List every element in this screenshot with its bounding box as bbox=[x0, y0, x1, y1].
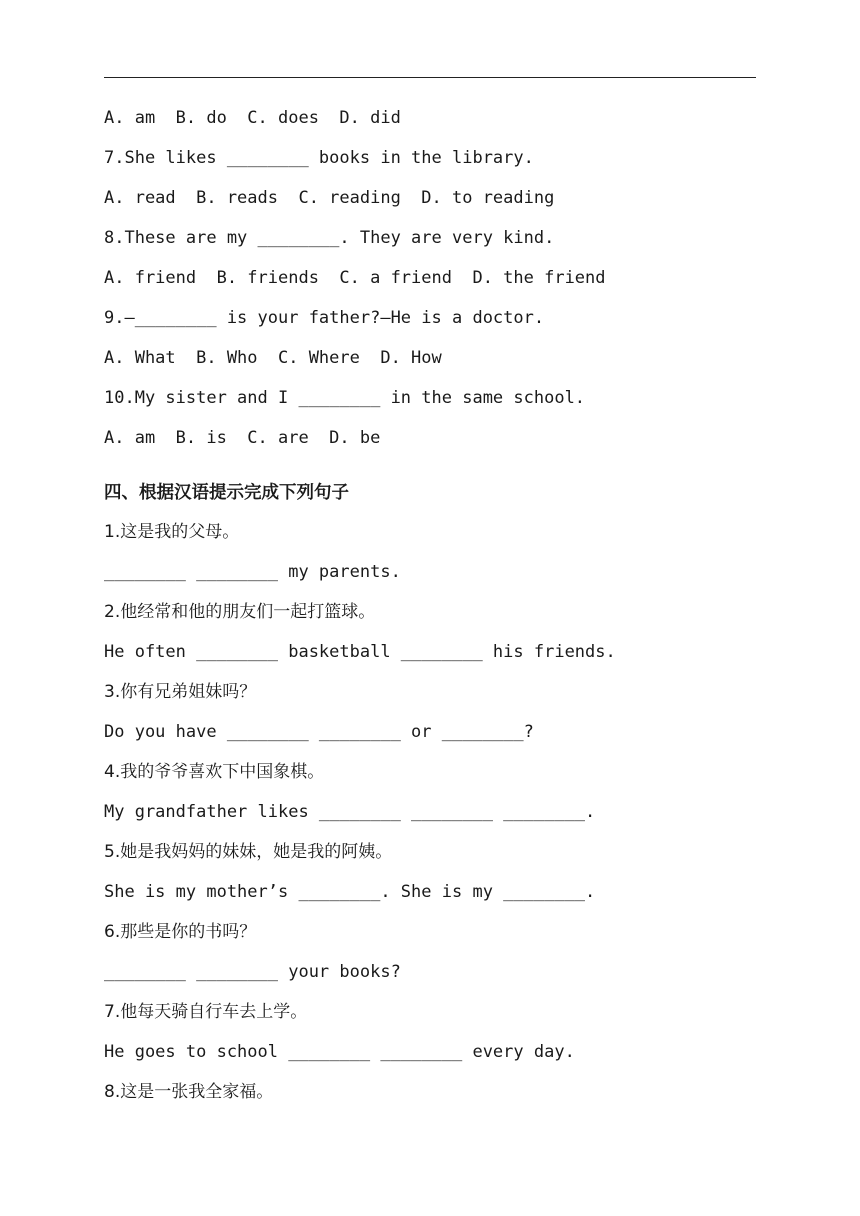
header-rule bbox=[104, 77, 756, 78]
prompt-6-chinese: 6.那些是你的书吗？ bbox=[104, 922, 257, 942]
prompt-5-english: She is my mother’s ________. She is my ________. bbox=[104, 882, 596, 902]
options-9: A. What B. Who C. Where D. How bbox=[104, 348, 442, 368]
prompt-7-chinese: 7.他每天骑自行车去上学。 bbox=[104, 1002, 308, 1022]
question-7: 7.She likes ________ books in the library. bbox=[104, 148, 534, 168]
options-10: A. am B. is C. are D. be bbox=[104, 428, 381, 448]
prompt-6-english: ________ ________ your books? bbox=[104, 962, 401, 982]
prompt-1-english: ________ ________ my parents. bbox=[104, 562, 401, 582]
prompt-4-chinese: 4.我的爷爷喜欢下中国象棋。 bbox=[104, 762, 325, 782]
prompt-2-english: He often ________ basketball ________ his friends. bbox=[104, 642, 616, 662]
options-6: A. am B. do C. does D. did bbox=[104, 108, 401, 128]
prompt-7-english: He goes to school ________ ________ every day. bbox=[104, 1042, 575, 1062]
question-8: 8.These are my ________. They are very kind. bbox=[104, 228, 555, 248]
prompt-8-chinese: 8.这是一张我全家福。 bbox=[104, 1082, 274, 1102]
prompt-2-chinese: 2.他经常和他的朋友们一起打篮球。 bbox=[104, 602, 376, 622]
prompt-3-chinese: 3.你有兄弟姐妹吗？ bbox=[104, 682, 257, 702]
options-7: A. read B. reads C. reading D. to reading bbox=[104, 188, 555, 208]
prompt-1-chinese: 1.这是我的父母。 bbox=[104, 522, 240, 542]
question-10: 10.My sister and I ________ in the same school. bbox=[104, 388, 586, 408]
prompt-5-chinese: 5.她是我妈妈的妹妹，她是我的阿姨。 bbox=[104, 842, 393, 862]
worksheet-content bbox=[104, 98, 764, 1112]
options-8: A. friend B. friends C. a friend D. the friend bbox=[104, 268, 606, 288]
prompt-3-english: Do you have ________ ________ or ________? bbox=[104, 722, 534, 742]
question-9: 9.—________ is your father?—He is a doctor. bbox=[104, 308, 545, 328]
prompt-4-english: My grandfather likes ________ ________ ________. bbox=[104, 802, 596, 822]
section-4-title: 四、根据汉语提示完成下列句子 bbox=[104, 483, 349, 503]
